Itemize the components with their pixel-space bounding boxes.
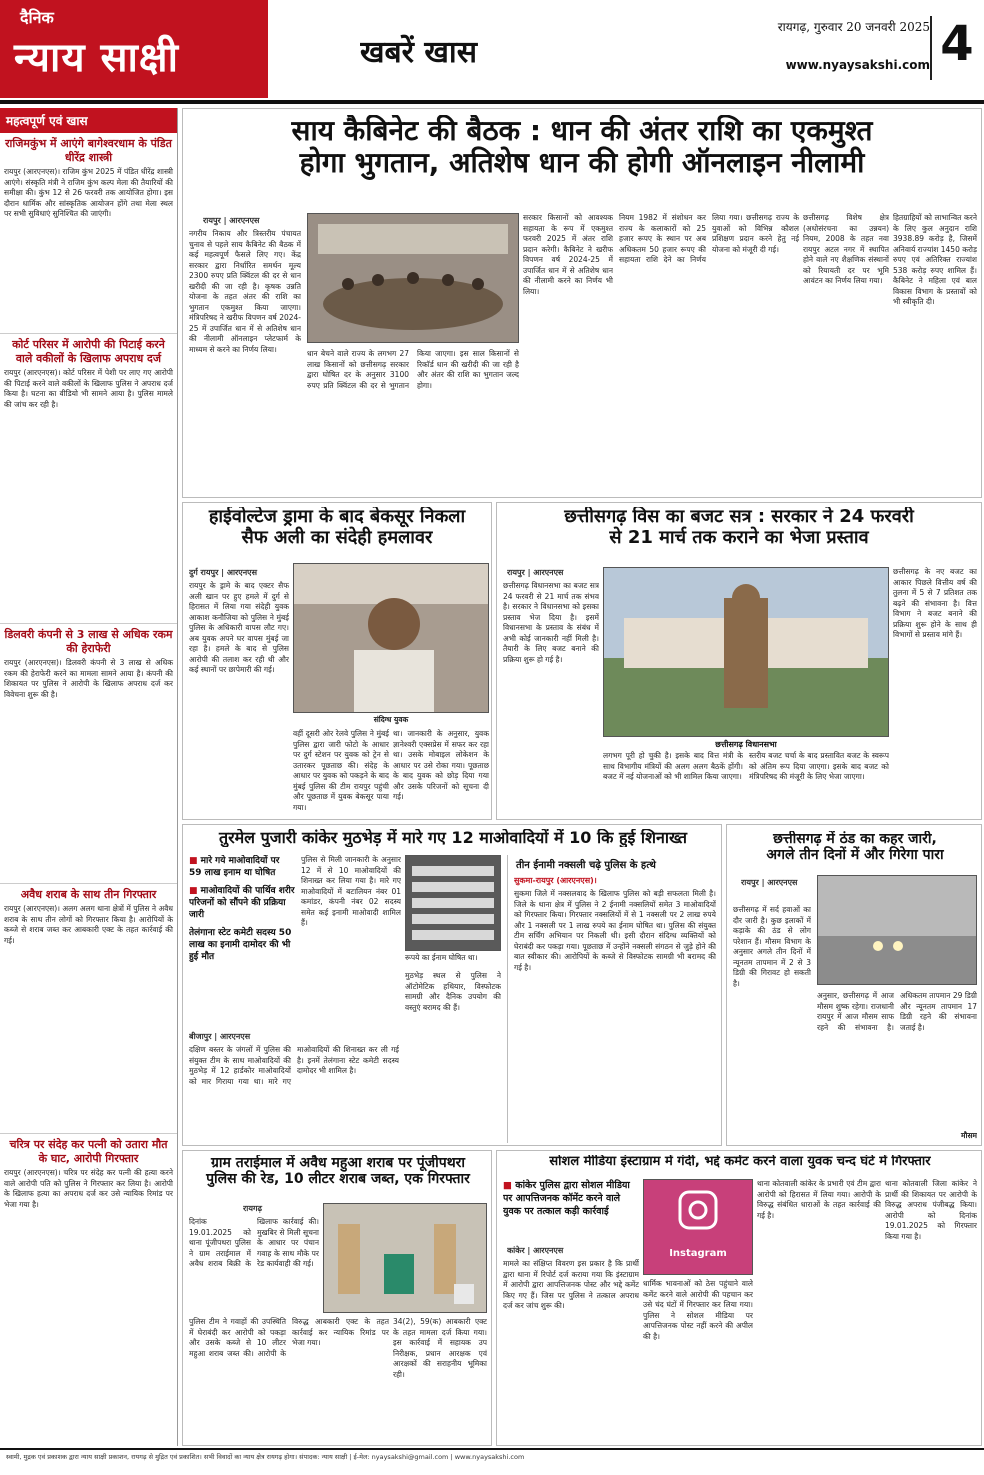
masthead-logo	[0, 0, 268, 98]
naxal-highlight-text: माओवादियों की पार्थिव शरीर परिजनों को सौंपने की प्रक्रिया जारी	[189, 886, 295, 920]
bullet-icon: ■	[503, 1180, 516, 1191]
saif-headline-line1: हाईवोल्टेज ड्रामा के बाद बेकसूर निकला	[208, 507, 466, 527]
mahua-photo-graphic	[324, 1204, 486, 1312]
naxal-highlight	[189, 885, 295, 921]
naxal-highlight-text: तेलंगाना स्टेट कमेटी सदस्य 50 लाख का इनामी दामोदर की भी हुई मौत	[189, 928, 292, 962]
assembly-photo-label: छत्तीसगढ़ विधानसभा	[715, 740, 777, 749]
cold-headline-line1: छत्तीसगढ़ में ठंड का कहर जारी,	[773, 831, 937, 847]
bullet-icon: ■	[189, 856, 201, 866]
social-body-a: मामले का संक्षिप्त विवरण इस प्रकार है कि प्रार्थी द्वारा थाना में रिपोर्ट दर्ज कराया गया कि इंस्टाग्राम में आरोपी द्वारा आपत्तिजनक पोस्ट और भद्दे कमेंट किए गए हैं। जिस पर पुलिस ने तत्काल अपराध दर्ज कर जांच शुरू की।	[503, 1259, 639, 1310]
lead-body-b: धान बेचने वाले राज्य के लगभग 27 लाख किसानों को छत्तीसगढ़ सरकार द्वारा घोषित दर के अनुसार 3100 रुपए प्रति क्विंटल की दर से भुगतान किया जाएगा। इस साल किसानों से रिकॉर्ड धान की खरीदी की जा रही है और अंतर की राशि का भुगतान जल्द होगा।	[307, 349, 519, 390]
naxal-bodies-photo	[405, 855, 501, 951]
sidebar-story-title: चरित्र पर संदेह कर पत्नी को उतारा मौत के घाट, आरोपी गिरफ्तार	[9, 1138, 168, 1165]
sidebar-story	[0, 333, 177, 623]
budget-headline-line1: छत्तीसगढ़ विस का बजट सत्र : सरकार ने 24 फरवरी	[564, 507, 914, 527]
fog-photo	[817, 875, 977, 985]
mahua-body-c: 34(2), 59(क) आबकारी एक्ट के तहत मामला दर्ज किया गया। इस कार्रवाई में सहायक उप निरीक्षक, प्रधान आरक्षक एवं आरक्षकों की सराहनीय भूमिका रही।	[393, 1317, 487, 1379]
instagram-photo	[643, 1179, 753, 1275]
saif-photo-caption: संदिग्ध युवक	[373, 715, 409, 724]
sidebar-story-body: रायपुर (आरएनएस)। चरित्र पर संदेह कर पत्नी की हत्या करने वाले आरोपी पति को पुलिस ने गिरफ्तार कर लिया है। आरोपी के खिलाफ हत्या का अपराध दर्ज कर उसे न्यायिक रिमांड पर भेजा गया है।	[4, 1168, 173, 1209]
sidebar	[0, 108, 178, 1446]
bullet-icon: ■	[189, 886, 201, 896]
instagram-photo-label: Instagram	[669, 1248, 727, 1259]
sidebar-story-title: राजिमकुंभ में आएंगे बागेश्वरधाम के पंडित धीरेंद्र शास्त्री	[5, 137, 172, 164]
brand-small: दैनिक	[20, 8, 54, 27]
lead-body-f: हितग्राहियों को लाभान्वित करने के लिए कुल अनुदान राशि 3938.89 करोड़ है, जिसमें अनिवार्य राज्यांश 1450 करोड़ रुपए एवं अतिरिक्त राज्यांश 538 करोड़ रुपए शामिल हैं। कैबिनेट ने महिला एवं बाल विकास विभाग के प्रस्तावों को भी स्वीकृति दी।	[893, 213, 977, 306]
saif-body-c: था। जानकारी के अनुसार, युवक ज्ञानेश्वरी एक्सप्रेस में सफर कर रहा था। उसके मोबाइल लोकेशन के आधार पर उसे रोका गया। पूछताछ के बाद युवक को छोड़ दिया गया और उसके परिजनों को सूचना दी गई।	[393, 729, 489, 801]
sidebar-story	[0, 623, 177, 883]
lead-body-e: छत्तीसगढ़ विशेष क्षेत्र (अधोसंरचना का उन्नयन) नियम, 2008 के तहत नवा रायपुर अटल नगर में स्थापित होने वाले नए शैक्षणिक संस्थानों को रियायती दर पर भूमि आवंटन का निर्णय लिया गया।	[803, 213, 889, 285]
sidebar-story-body: रायपुर (आरएनएस)। राजिम कुंभ 2025 में पंडित धीरेंद्र शास्त्री आएंगे। संस्कृति मंत्री ने राजिम कुंभ कल्प मेला की तैयारियों की समीक्षा की। कुंभ 12 से 26 फरवरी तक आयोजित होगा। इस दौरान धार्मिक और सांस्कृतिक आयोजन होंगे तथा मेला स्थल पर सभी सुविधाएं सुनिश्चित की जाएंगी।	[4, 167, 173, 218]
sidebar-story	[0, 1133, 177, 1433]
sidebar-story-body: रायपुर (आरएनएस)। डिलवरी कंपनी से 3 लाख से अधिक रकम की हेराफेरी करने का मामला सामने आया है। कंपनी की शिकायत पर पुलिस ने आरोपी के खिलाफ अपराध दर्ज कर विवेचना शुरू की है।	[4, 658, 173, 699]
saif-byline: दुर्ग रायपुर | आरएनएस	[189, 568, 257, 577]
social-headline: सोशल मीडिया इंस्टाग्राम में गंदी, भद्दे कमेंट करने वाला युवक चन्द घंटे में गिरफ्तार	[549, 1155, 931, 1169]
suspect-photo	[293, 563, 489, 713]
section-title: खबरें खास	[360, 35, 477, 70]
sidebar-heading: महत्वपूर्ण एवं खास	[0, 108, 177, 133]
social-highlight-box	[503, 1179, 639, 1241]
saif-story	[182, 502, 492, 820]
footer-imprint: स्वामी, मुद्रक एवं प्रकाशक द्वारा न्याय साक्षी प्रकाशन, रायगढ़ से मुद्रित एवं प्रकाशित। सभी विवादों का न्याय क्षेत्र रायगढ़ होगा। संपादक: न्याय साक्षी | ई-मेल: nyaysakshi@gmail.com | www.nyaysakshi.com	[0, 1448, 984, 1475]
mahua-headline-line2: पुलिस की रेड, 10 लीटर शराब जब्त, एक गिरफ्तार	[206, 1171, 470, 1188]
assembly-photo-graphic	[604, 568, 888, 736]
naxal-photo-graphic	[406, 856, 500, 950]
social-body-b: धार्मिक भावनाओं को ठेस पहुंचाने वाले कमेंट करने वाले आरोपी की पहचान कर उसे चंद घंटों में गिरफ्तार कर लिया गया। पुलिस ने सोशल मीडिया पर आपत्तिजनक पोस्ट नहीं करने की अपील की है।	[643, 1279, 753, 1341]
budget-headline-line2: से 21 मार्च तक कराने का भेजा प्रस्ताव	[609, 526, 869, 548]
lead-headline	[187, 115, 977, 211]
mahua-body-b: पुलिस टीम ने गवाहों की उपस्थिति में घेराबंदी कर आरोपी को पकड़ा और उसके कब्जे से 10 लीटर महुआ शराब जब्त की। आरोपी के विरुद्ध आबकारी एक्ट के तहत कार्रवाई कर न्यायिक रिमांड पर भेजा गया।	[189, 1317, 389, 1358]
surrender-headline: तीन ईनामी नक्सली चढ़े पुलिस के हत्थे	[512, 855, 716, 873]
meeting-photo-graphic	[308, 214, 518, 342]
budget-headline	[501, 507, 977, 561]
cold-headline	[731, 831, 979, 871]
page-number: 4	[930, 16, 982, 80]
mahua-headline-line1: ग्राम तराईमाल में अवैध महुआ शराब पर पूंजीपथरा	[210, 1155, 466, 1171]
social-highlight: कांकेर पुलिस द्वारा सोशल मीडिया पर आपत्तिजनक कॉमेंट करने वाले युवक पर तत्काल कड़ी कार्रवाई	[503, 1180, 630, 1217]
lead-headline-line2: होगा भुगतान, अतिशेष धान की होगी ऑनलाइन नीलामी	[299, 146, 865, 180]
lead-body-a: नगरीय निकाय और त्रिस्तरीय पंचायत चुनाव से पहले साय कैबिनेट की बैठक में कई महत्वपूर्ण फैसले लिए गए। केंद्र सरकार द्वारा निर्धारित समर्थन मूल्य 2300 रुपए प्रति क्विंटल की दर से धान खरीदी की जा रही है। कृषक उन्नति योजना के तहत अंतर की राशि का भुगतान एकमुश्त किया जाएगा। मंत्रिपरिषद ने खरीफ विपणन वर्ष 2024-25 में उपार्जित धान में से अतिशेष धान की नीलामी ऑनलाइन प्लेटफार्म के माध्यम से करने का निर्णय लिया।	[189, 229, 301, 354]
cold-byline: रायपुर | आरएनएस	[741, 878, 798, 887]
sidebar-story-body: रायपुर (आरएनएस)। कोर्ट परिसर में पेशी पर लाए गए आरोपी की पिटाई करने वाले वकीलों के खिलाफ पुलिस ने अपराध दर्ज किया है। घटना का वीडियो भी सामने आया है। पुलिस मामले की जांच कर रही है।	[4, 368, 173, 409]
saif-headline-line2: सैफ अली का संदेही हमलावर	[241, 526, 433, 548]
fog-photo-graphic	[818, 876, 976, 984]
surrender-byline: सुकमा-रायपुर (आरएनएस)।	[514, 876, 597, 885]
naxal-body-c: मुठभेड़ स्थल से पुलिस ने ऑटोमेटिक हथियार, विस्फोटक सामग्री और दैनिक उपयोग की वस्तुएं बरामद की हैं।	[405, 971, 501, 1012]
website-link[interactable]: www.nyaysakshi.com	[785, 58, 930, 72]
naxal-byline: बीजापुर | आरएनएस	[189, 1032, 251, 1041]
budget-body-c: लगभग पूरी हो चुकी है। इसके बाद वित्त मंत्री के साथ विभागीय मंत्रियों की अलग अलग बैठकें होंगी। बजट में नई योजनाओं को भी शामिल किया जाएगा।	[603, 751, 743, 781]
cold-story	[726, 824, 982, 1146]
mahua-headline	[187, 1155, 489, 1199]
saif-body-a: रायपुर के ड्रामे के बाद एक्टर सैफ अली खान पर हुए हमले में दुर्ग से हिरासत में लिया गया संदेही युवक आकाश कनौजिया को पुलिस ने मुंबई पुलिस के अधिकारी वापस लौट गए। अब युवक अपने घर वापस मुंबई जा रहा है। हमले के बाद से पुलिस आरोपी की तलाश कर रही थी और कई स्थानों पर छापेमारी की गई।	[189, 581, 289, 674]
mahua-arrest-photo	[323, 1203, 487, 1313]
naxal-highlight	[189, 855, 295, 879]
sidebar-story-title: डिलवरी कंपनी से 3 लाख से अधिक रकम की हेराफेरी	[4, 628, 173, 655]
sidebar-story-title: अवैध शराब के साथ तीन गिरफ्तार	[20, 888, 157, 901]
sidebar-story	[0, 883, 177, 1133]
surrender-substory	[507, 855, 719, 1143]
budget-story	[496, 502, 982, 820]
masthead-rule	[0, 100, 984, 104]
sidebar-story-title: कोर्ट परिसर में आरोपी की पिटाई करने वाले वकीलों के खिलाफ अपराध दर्ज	[12, 338, 165, 365]
instagram-logo-icon	[644, 1180, 752, 1244]
mahua-byline: रायगढ़	[243, 1204, 262, 1213]
lead-body-c: सरकार किसानों को आवश्यक सहायता के रूप में एकमुश्त फरवरी 2025 में अंतर राशि प्रदान करेगी। कैबिनेट ने खरीफ विपणन वर्ष 2024-25 में उपार्जित धान में से अतिशेष धान की नीलामी करने का निर्णय भी लिया।	[523, 213, 613, 296]
dateline: रायगढ़, गुरुवार 20 जनवरी 2025	[777, 20, 930, 34]
naxal-highlight	[189, 927, 295, 963]
saif-body-b: वहीं दूसरी ओर रेलवे पुलिस ने मुंबई पुलिस द्वारा जारी फोटो के आधार पर दुर्ग स्टेशन पर युवक को ट्रेन से उतारकर पूछताछ की। संदेह के आधार पर युवक को पकड़ने के बाद मुंबई पुलिस की टीम रायपुर पहुंची और पूछताछ में युवक बेकसूर पाया गया।	[293, 729, 389, 812]
naxal-headline: तुरमेल पुजारी कांकेर मुठभेड़ में मारे गए 12 माओवादियों में 10 कि हुई शिनाख्त	[218, 829, 688, 847]
cold-headline-line2: अगले तीन दिनों में और गिरेगा पारा	[766, 847, 944, 864]
lead-body-d: नियम 1982 में संशोधन कर राज्य के कलाकारों को 25 हजार रूपए के स्थान पर अब अधिकतम 50 हजार रूपए की सहायता राशि देने का निर्णय लिया गया। छत्तीसगढ़ राज्य के युवाओं को विभिन्न कौशल प्रशिक्षण प्रदान करने हेतु नई योजना को मंजूरी दी गई।	[619, 213, 799, 264]
surrender-body: सुकमा जिले में नक्सलवाद के खिलाफ पुलिस को बड़ी सफलता मिली है। जिले के थाना क्षेत्र में पुलिस ने 2 ईनामी नक्सलियों समेत 3 माओवादियों को गिरफ्तार किया। गिरफ्तार नक्सलियों में से 1 नक्सली पर 2 लाख रुपये और 1 नक्सली पर 1 लाख रुपये का ईनाम घोषित था। पुलिस की संयुक्त टीम सर्चिंग अभियान पर निकली थी। इसी दौरान संदिग्ध व्यक्तियों को घेराबंदी कर पकड़ा गया। पूछताछ में उन्होंने नक्सली संगठन से जुड़े होने की बात स्वीकार की। आरोपियों के कब्जे से विस्फोटक सामग्री भी बरामद की गई है।	[514, 889, 716, 972]
mahua-story	[182, 1150, 492, 1446]
social-body-c: थाना कोतवाली कांकेर के प्रभारी एवं टीम द्वारा आरोपी को हिरासत में लिया गया। आरोपी के विरुद्ध संबंधित धाराओं के तहत कार्रवाई की गई है।	[757, 1179, 881, 1220]
naxal-highlights	[189, 855, 295, 1025]
naxal-photo-caption: रूपये का ईनाम घोषित था।	[405, 953, 478, 962]
budget-body-a: छत्तीसगढ़ विधानसभा का बजट सत्र 24 फरवरी से 21 मार्च तक संभव है। सरकार ने विधानसभा को इसका प्रस्ताव भेज दिया है। इसमें विधानसभा के प्रस्ताव के संबंध में अभी कोई जानकारी नहीं मिली है। तैयारी के लिए बजट बनाने की प्रक्रिया शुरू हो गई है।	[503, 581, 599, 664]
cold-body-a: छत्तीसगढ़ में सर्द हवाओं का दौर जारी है। कुछ इलाकों में कड़ाके की ठंड से लोग परेशान हैं। मौसम विभाग के अनुसार अगले तीन दिनों में न्यूनतम तापमान में 2 से 3 डिग्री की गिरावट हो सकती है।	[733, 905, 811, 988]
sidebar-story	[0, 133, 177, 333]
lead-headline-line1: साय कैबिनेट की बैठक : धान की अंतर राशि का एकमुश्त	[291, 115, 873, 147]
naxal-body-a: दक्षिण बस्तर के जंगलों में पुलिस की संयुक्त टीम के साथ माओवादियों की मुठभेड़ में 12 हार्डकोर माओवादियों को मार गिराया गया था। मारे गए माओवादियों की शिनाख्त कर ली गई है। इनमें तेलंगाना स्टेट कमेटी सदस्य दामोदर भी शामिल है।	[189, 1045, 399, 1086]
cabinet-meeting-photo	[307, 213, 519, 343]
lead-story	[182, 108, 982, 498]
cold-body-b: अनुसार, छत्तीसगढ़ में आज मौसम शुष्क रहेगा। राजधानी रायपुर में आज मौसम साफ रहने की संभावना है। अधिकतम तापमान 29 डिग्री और न्यूनतम तापमान 17 डिग्री रहने की संभावना जताई है।	[817, 991, 977, 1032]
naxal-highlight-text: मारे गये माओवादियों पर 59 लाख इनाम था घोषित	[189, 856, 280, 878]
budget-byline: रायपुर | आरएनएस	[507, 568, 564, 577]
naxal-body-b: पुलिस से मिली जानकारी के अनुसार 12 में से 10 माओवादियों की शिनाख्त कर लिया गया है। मारे गए माओवादियों में बटालियन नंबर 01 कमांडर, कंपनी नंबर 02 सदस्य समेत कई इनामी माओवादी शामिल हैं।	[301, 855, 401, 927]
brand-name: न्याय साक्षी	[14, 35, 179, 81]
budget-body-b: छत्तीसगढ़ के नए बजट का आकार पिछले वित्तीय वर्ष की तुलना में 5 से 7 प्रतिशत तक बढ़ने की संभावना है। वित्त विभाग ने बजट बनाने की प्रक्रिया शुरू होने के साथ ही विभागों से प्रस्ताव मांगे हैं।	[893, 567, 977, 639]
cold-photo-caption: मौसम	[961, 1131, 977, 1140]
mahua-body-a: दिनांक 19.01.2025 को थाना पूंजीपथरा पुलिस ने ग्राम तराईमाल में अवैध शराब बिक्री के खिलाफ कार्रवाई की। मुखबिर से मिली सूचना के आधार पर पंचान गवाह के साथ मौके पर रेड कार्यवाही की गई।	[189, 1217, 319, 1268]
assembly-photo	[603, 567, 889, 737]
social-byline: कांकेर | आरएनएस	[507, 1246, 564, 1255]
budget-body-d: स्तरीय बजट चर्चा के बाद प्रस्तावित बजट के स्वरूप को अंतिम रूप दिया जाएगा। इसके बाद बजट को मंत्रिपरिषद की मंजूरी के लिए भेजा जाएगा।	[749, 751, 889, 781]
suspect-photo-graphic	[294, 564, 488, 712]
saif-headline	[187, 507, 487, 561]
lead-byline: रायपुर | आरएनएस	[203, 216, 260, 225]
social-story	[496, 1150, 982, 1446]
social-body-d: थाना कोतवाली जिला कांकेर ने प्रार्थी की शिकायत पर आरोपी के विरुद्ध अपराध पंजीबद्ध किया। आरोपी को दिनांक 19.01.2025 को गिरफ्तार किया गया है।	[885, 1179, 977, 1241]
naxal-story	[182, 824, 722, 1146]
sidebar-story-body: रायपुर (आरएनएस)। अलग अलग थाना क्षेत्रों में पुलिस ने अवैध शराब के साथ तीन लोगों को गिरफ्तार किया है। आरोपियों के कब्जे से शराब जब्त कर आबकारी एक्ट के तहत कार्रवाई की गई।	[4, 904, 173, 945]
